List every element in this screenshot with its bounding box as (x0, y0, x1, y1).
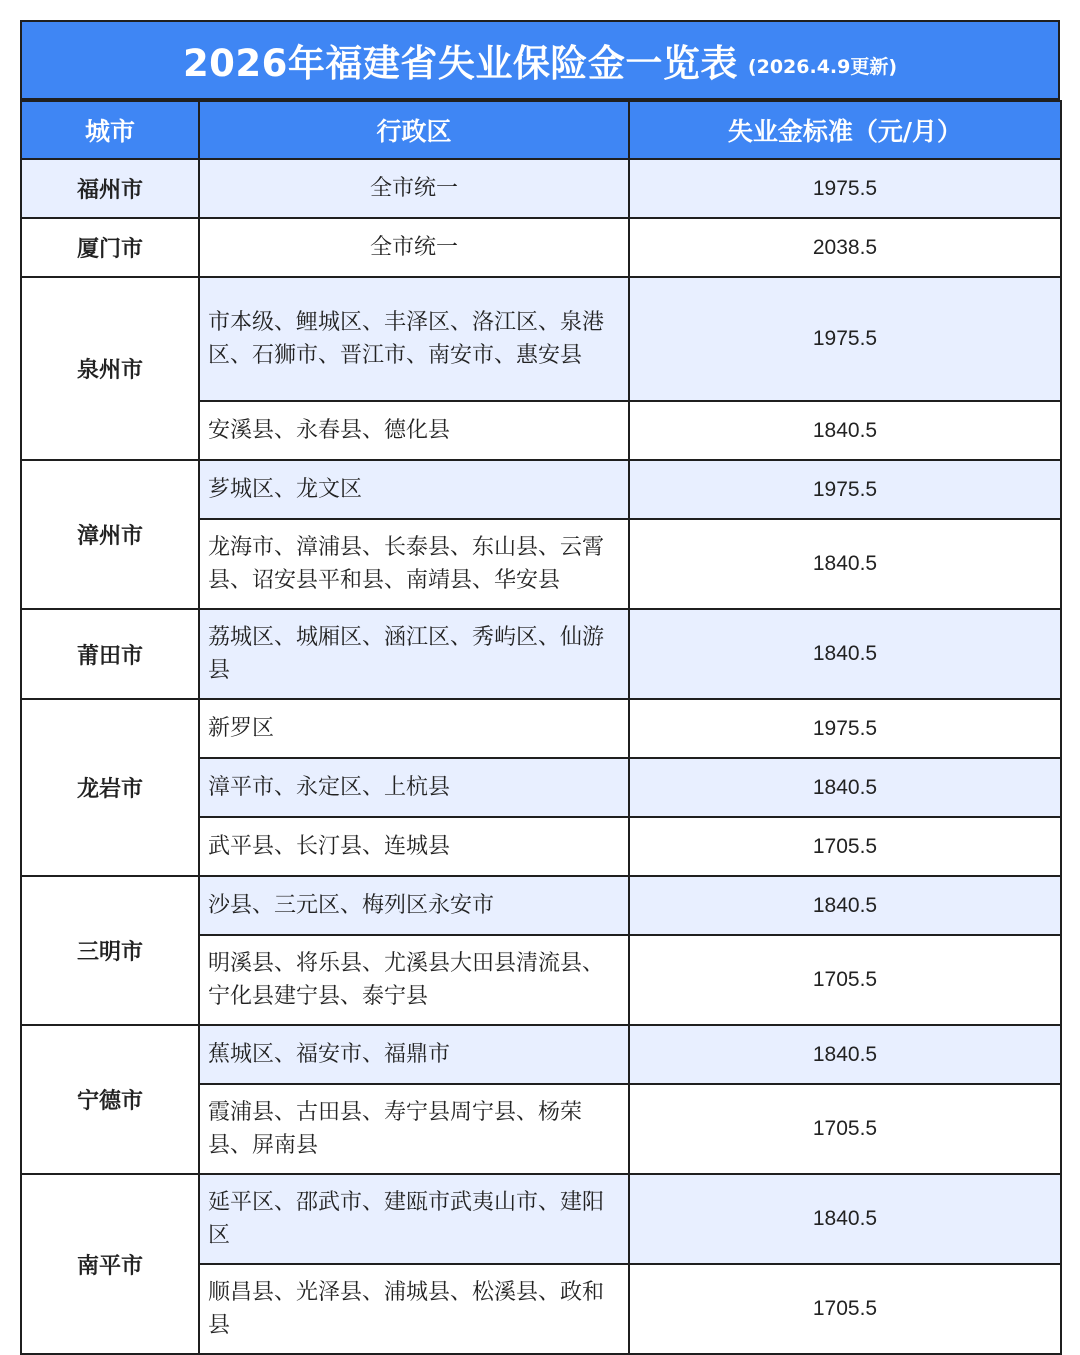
amount-cell: 1840.5 (629, 401, 1061, 460)
district-cell: 新罗区 (199, 699, 629, 758)
amount-cell: 1975.5 (629, 277, 1061, 401)
city-cell: 泉州市 (21, 277, 199, 460)
amount-cell: 1840.5 (629, 1025, 1061, 1084)
amount-cell: 1705.5 (629, 1084, 1061, 1174)
district-cell: 龙海市、漳浦县、长泰县、东山县、云霄县、诏安县平和县、南靖县、华安县 (199, 519, 629, 609)
table-row (21, 699, 1061, 758)
header-district: 行政区 (199, 101, 629, 159)
city-cell: 三明市 (21, 876, 199, 1025)
table-row (21, 218, 1061, 277)
city-cell: 龙岩市 (21, 699, 199, 876)
district-cell: 顺昌县、光泽县、浦城县、松溪县、政和县 (199, 1264, 629, 1354)
table-update-date: (2026.4.9更新) (747, 55, 898, 78)
table-title-bar (20, 20, 1060, 100)
amount-cell: 1840.5 (629, 609, 1061, 699)
city-cell: 福州市 (21, 159, 199, 218)
district-cell: 明溪县、将乐县、尤溪县大田县清流县、宁化县建宁县、泰宁县 (199, 935, 629, 1025)
city-cell: 厦门市 (21, 218, 199, 277)
table-row (21, 609, 1061, 699)
district-cell: 全市统一 (199, 218, 629, 277)
district-cell: 蕉城区、福安市、福鼎市 (199, 1025, 629, 1084)
unemployment-table (20, 100, 1062, 1355)
district-cell: 全市统一 (199, 159, 629, 218)
district-cell: 市本级、鲤城区、丰泽区、洛江区、泉港区、石狮市、晋江市、南安市、惠安县 (199, 277, 629, 401)
amount-cell: 1705.5 (629, 1264, 1061, 1354)
amount-cell: 1975.5 (629, 699, 1061, 758)
city-cell: 莆田市 (21, 609, 199, 699)
amount-cell: 1840.5 (629, 519, 1061, 609)
city-cell: 漳州市 (21, 460, 199, 609)
table-row (21, 277, 1061, 401)
amount-cell: 1840.5 (629, 1174, 1061, 1264)
table-row (21, 460, 1061, 519)
table-row (21, 876, 1061, 935)
district-cell: 沙县、三元区、梅列区永安市 (199, 876, 629, 935)
district-cell: 武平县、长汀县、连城县 (199, 817, 629, 876)
unemployment-table-container (20, 20, 1060, 1355)
amount-cell: 1840.5 (629, 876, 1061, 935)
district-cell: 漳平市、永定区、上杭县 (199, 758, 629, 817)
table-row (21, 1025, 1061, 1084)
district-cell: 安溪县、永春县、德化县 (199, 401, 629, 460)
table-header-row (21, 101, 1061, 159)
header-city: 城市 (21, 101, 199, 159)
table-title: 2026年福建省失业保险金一览表 (182, 42, 738, 85)
amount-cell: 1705.5 (629, 817, 1061, 876)
district-cell: 霞浦县、古田县、寿宁县周宁县、杨荣县、屏南县 (199, 1084, 629, 1174)
amount-cell: 2038.5 (629, 218, 1061, 277)
table-row (21, 159, 1061, 218)
district-cell: 芗城区、龙文区 (199, 460, 629, 519)
city-cell: 宁德市 (21, 1025, 199, 1174)
header-amount: 失业金标准（元/月） (629, 101, 1061, 159)
district-cell: 延平区、邵武市、建瓯市武夷山市、建阳区 (199, 1174, 629, 1264)
table-row (21, 1174, 1061, 1264)
city-cell: 南平市 (21, 1174, 199, 1354)
amount-cell: 1975.5 (629, 159, 1061, 218)
amount-cell: 1975.5 (629, 460, 1061, 519)
amount-cell: 1840.5 (629, 758, 1061, 817)
district-cell: 荔城区、城厢区、涵江区、秀屿区、仙游县 (199, 609, 629, 699)
amount-cell: 1705.5 (629, 935, 1061, 1025)
